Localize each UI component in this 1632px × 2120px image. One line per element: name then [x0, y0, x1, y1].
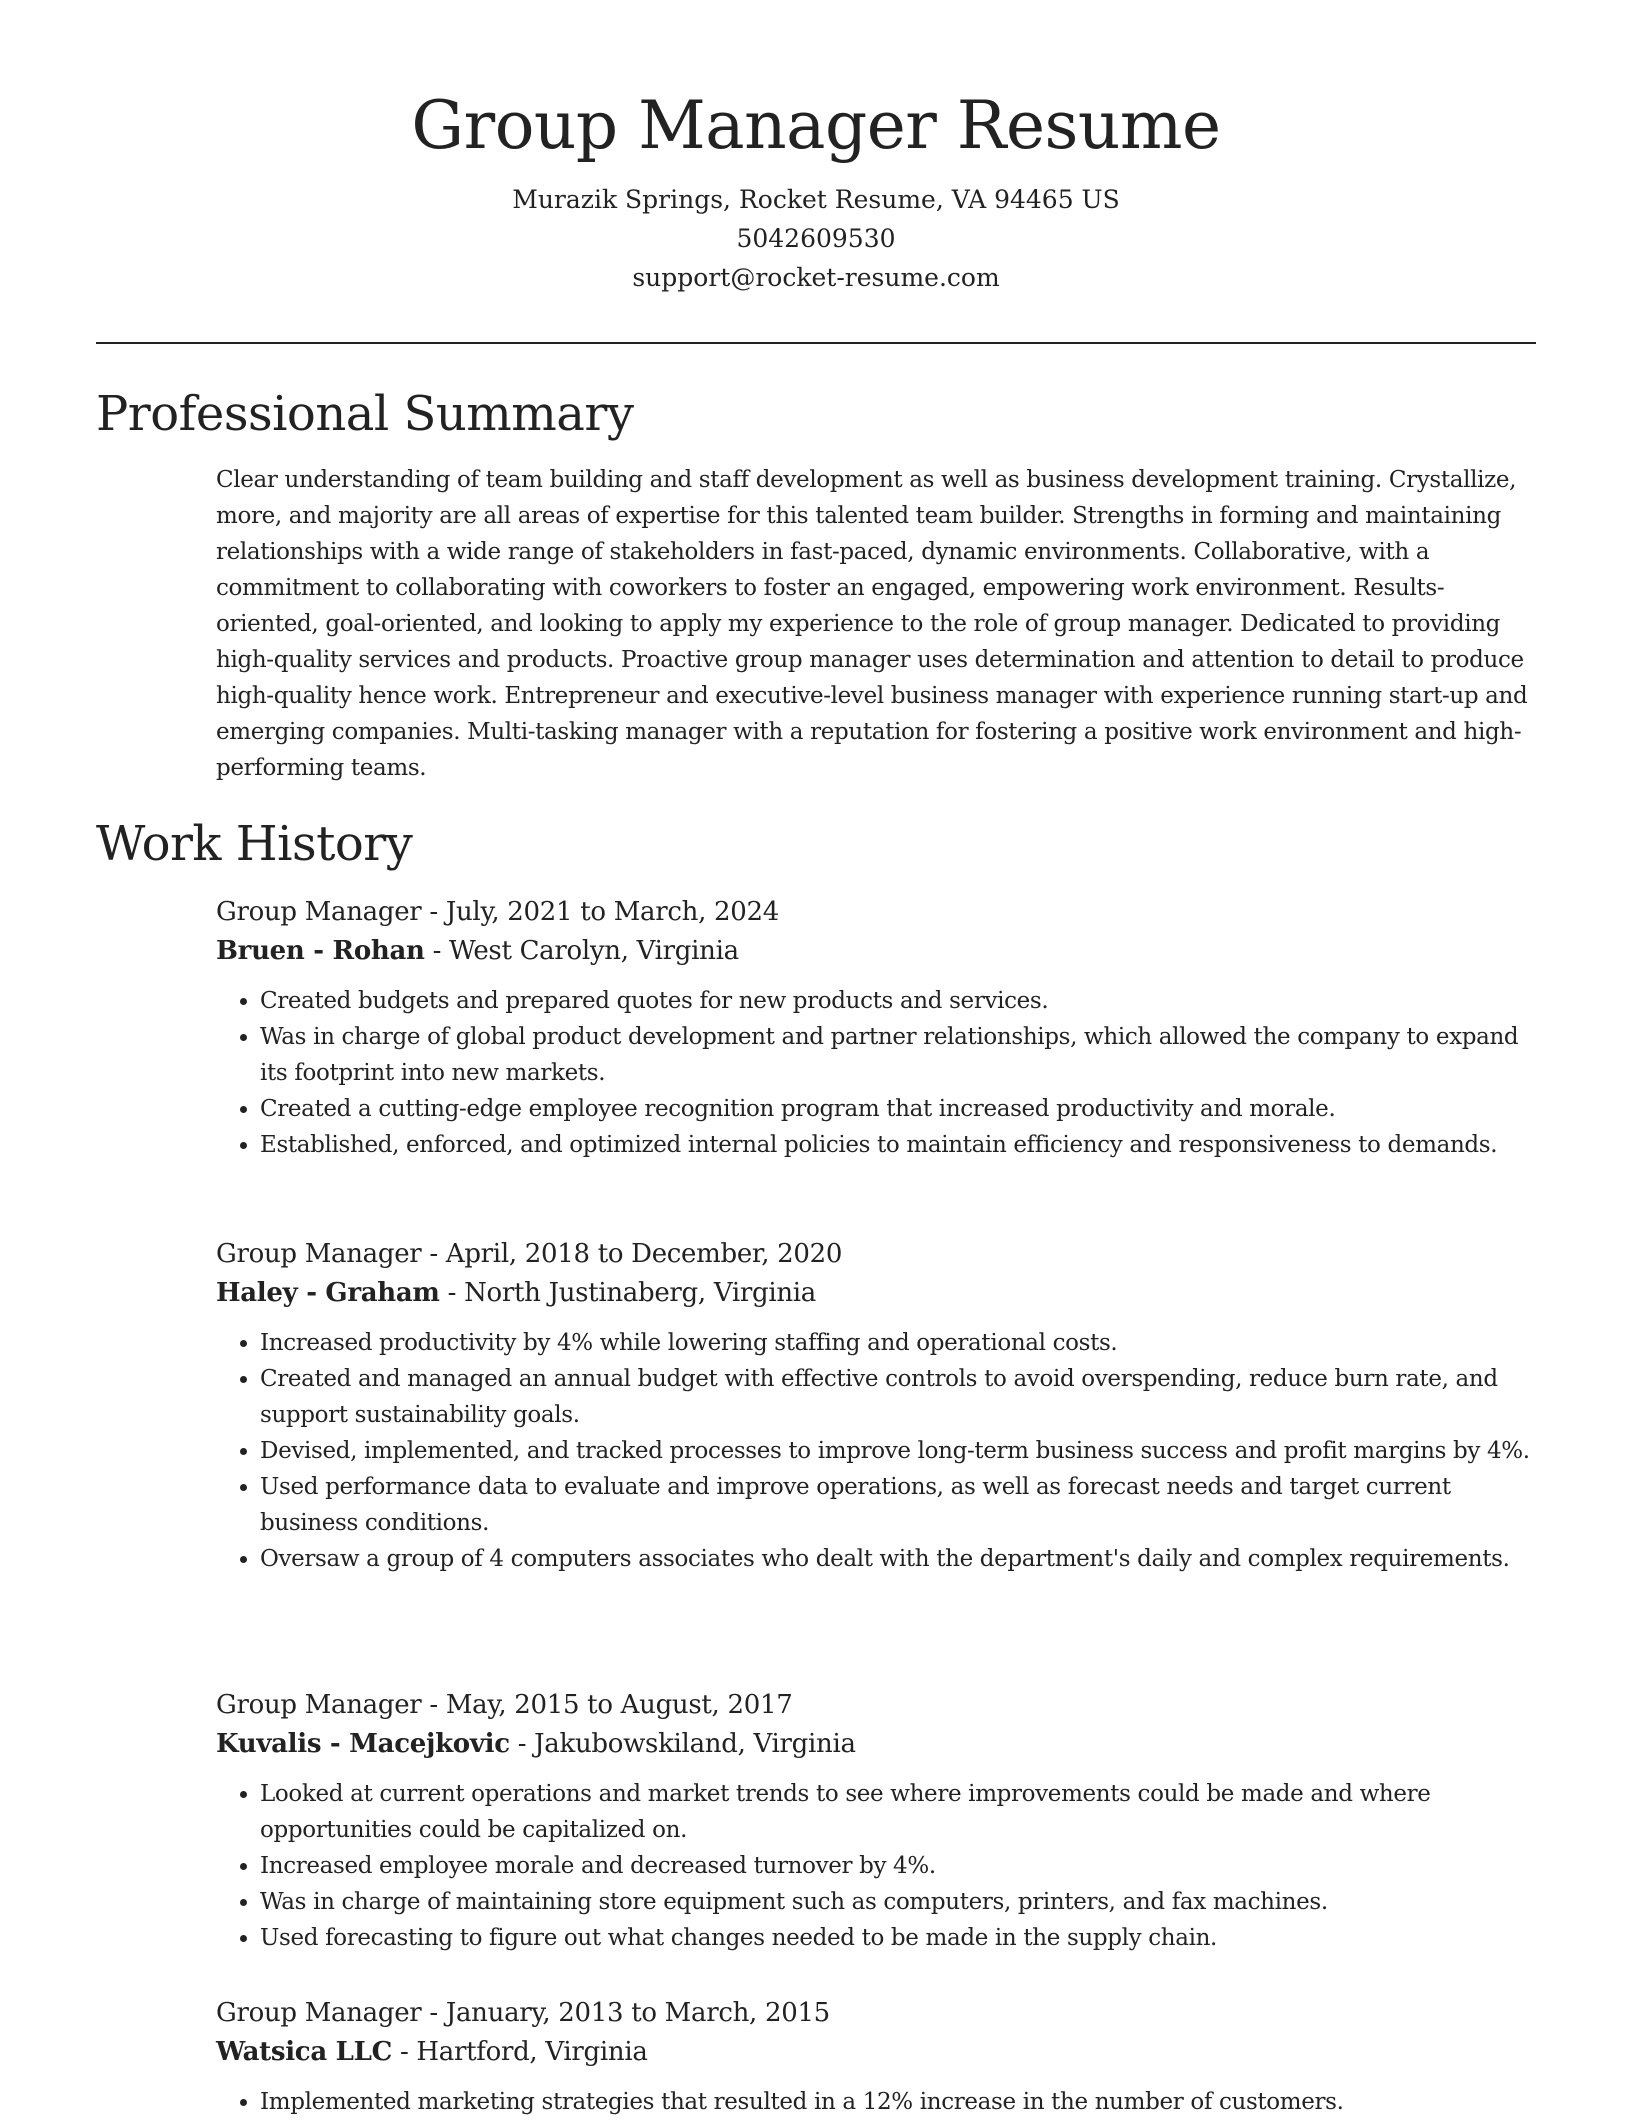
job-title: Group Manager	[216, 1239, 422, 1269]
job-employer: Watsica LLC	[216, 2037, 392, 2067]
job-title-line: Group Manager - July, 2021 to March, 2024	[216, 897, 779, 927]
job-employer: Haley - Graham	[216, 1278, 440, 1308]
job-company-line: Bruen - Rohan - West Carolyn, Virginia	[216, 936, 739, 966]
job-location: North Justinaberg, Virginia	[464, 1278, 817, 1308]
job-title-line: Group Manager - April, 2018 to December, 2020	[216, 1239, 843, 1269]
job-entry	[216, 1994, 1546, 2120]
job-title-line: Group Manager - January, 2013 to March, 2015	[216, 1998, 830, 2028]
list-item: • Created budgets and prepared quotes for new products and services.	[260, 983, 1546, 1019]
job-entry	[216, 1235, 1546, 1577]
contact-phone: 5042609530	[736, 224, 896, 253]
job-company-line: Watsica LLC - Hartford, Virginia	[216, 2037, 648, 2067]
job-dates: July, 2021 to March, 2024	[445, 897, 779, 927]
job-entry	[216, 893, 1546, 1163]
job-title: Group Manager	[216, 897, 422, 927]
job-employer: Bruen - Rohan	[216, 936, 425, 966]
job-location: Hartford, Virginia	[416, 2037, 648, 2067]
job-location: Jakubowskiland, Virginia	[534, 1729, 856, 1759]
section-heading-work-history: Work History	[96, 816, 413, 872]
job-dates: May, 2015 to August, 2017	[445, 1690, 793, 1720]
job-bullets	[216, 1325, 1546, 1577]
list-item: • Created and managed an annual budget with effective controls to avoid overspending, reduce burn rate, and support sustainability goals.	[260, 1361, 1546, 1433]
list-item: • Used forecasting to figure out what changes needed to be made in the supply chain.	[260, 1920, 1546, 1956]
job-location: West Carolyn, Virginia	[449, 936, 739, 966]
list-item: • Oversaw a group of 4 computers associates who dealt with the department's daily and complex requirements.	[260, 1541, 1546, 1577]
list-item: • Established, enforced, and optimized internal policies to maintain efficiency and responsiveness to demands.	[260, 1127, 1546, 1163]
list-item: • Used performance data to evaluate and improve operations, as well as forecast needs and target current business conditions.	[260, 1469, 1546, 1541]
section-heading-summary: Professional Summary	[96, 386, 634, 442]
page-title: Group Manager Resume	[411, 87, 1221, 164]
job-company-line: Kuvalis - Macejkovic - Jakubowskiland, Virginia	[216, 1729, 856, 1759]
list-item: • Devised, implemented, and tracked processes to improve long-term business success and profit margins by 4%.	[260, 1433, 1546, 1469]
list-item: • Was in charge of maintaining store equipment such as computers, printers, and fax machines.	[260, 1884, 1546, 1920]
list-item: • Was in charge of global product development and partner relationships, which allowed the company to expand its footprint into new markets.	[260, 1019, 1546, 1091]
list-item: • Looked at current operations and market trends to see where improvements could be made and where opportunities could be capitalized on.	[260, 1776, 1546, 1848]
contact-address: Murazik Springs, Rocket Resume, VA 94465 US	[512, 185, 1120, 214]
job-employer: Kuvalis - Macejkovic	[216, 1729, 510, 1759]
job-title: Group Manager	[216, 1998, 422, 2028]
job-title: Group Manager	[216, 1690, 422, 1720]
job-entry	[216, 1686, 1546, 1956]
job-title-line: Group Manager - May, 2015 to August, 2017	[216, 1690, 793, 1720]
list-item: • Increased employee morale and decreased turnover by 4%.	[260, 1848, 1546, 1884]
contact-email: support@rocket-resume.com	[632, 263, 1000, 292]
job-dates: April, 2018 to December, 2020	[445, 1239, 843, 1269]
list-item: • Increased productivity by 4% while lowering staffing and operational costs.	[260, 1325, 1546, 1361]
list-item: • Implemented marketing strategies that resulted in a 12% increase in the number of customers.	[260, 2084, 1546, 2120]
job-bullets	[216, 2084, 1546, 2120]
job-dates: January, 2013 to March, 2015	[445, 1998, 830, 2028]
job-bullets	[216, 983, 1546, 1163]
list-item: • Created a cutting-edge employee recognition program that increased productivity and morale.	[260, 1091, 1546, 1127]
header-divider	[96, 342, 1536, 344]
summary-text: Clear understanding of team building and staff development as well as business development training. Crystallize, more, and majority are all areas of expertise for this talented team builder. Strengths in forming and maintaining relationships with a wide range of stakeholders in fast-paced, dynamic environments. Collaborative, with a commitment to collaborating with coworkers to foster an engaged, empowering work environment. Results-oriented, goal-oriented, and looking to apply my experience to the role of group manager. Dedicated to providing high-quality services and products. Proactive group manager uses determination and attention to detail to produce high-quality hence work. Entrepreneur and executive-level business manager with experience running start-up and emerging companies. Multi-tasking manager with a reputation for fostering a positive work environment and high-performing teams.	[216, 467, 1528, 781]
job-company-line: Haley - Graham - North Justinaberg, Virginia	[216, 1278, 817, 1308]
job-bullets	[216, 1776, 1546, 1956]
resume-header	[96, 84, 1536, 297]
